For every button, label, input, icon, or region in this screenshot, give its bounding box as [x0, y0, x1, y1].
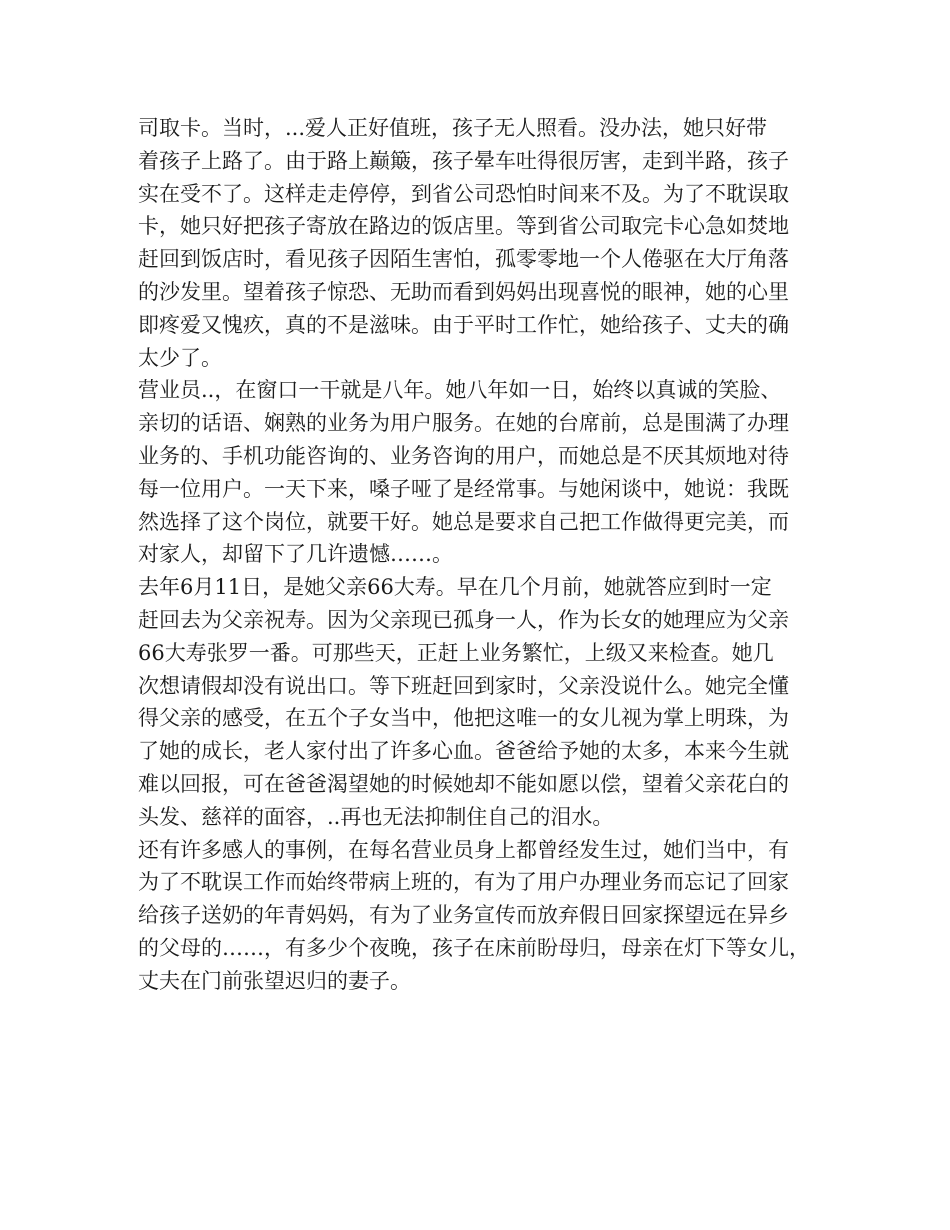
text-line: 然选择了这个岗位，就要干好。她总是要求自己把工作做得更完美，而: [138, 509, 789, 534]
text-line: 为了不耽误工作而始终带病上班的，有为了用户办理业务而忘记了回家: [138, 870, 789, 895]
text-line: 得父亲的感受，在五个子女当中，他把这唯一的女儿视为掌上明珠，为: [138, 706, 789, 731]
text-line: 赶回去为父亲祝寿。因为父亲现已孤身一人，作为长女的她理应为父亲: [138, 607, 789, 632]
text-line: 的沙发里。望着孩子惊恐、无助而看到妈妈出现喜悦的眼神，她的心里: [138, 279, 789, 304]
text-line: 对家人，却留下了几许遗憾……。: [138, 542, 453, 567]
text-line: 了她的成长，老人家付出了许多心血。爸爸给予她的太多，本来今生就: [138, 739, 789, 764]
text-line: 66大寿张罗一番。可那些天，正赶上业务繁忙，上级又来检查。她几: [138, 640, 774, 665]
paragraph: [138, 834, 822, 998]
text-line: 司取卡。当时，...爱人正好值班，孩子无人照看。没办法，她只好带: [138, 116, 768, 140]
text-line: 难以回报，可在爸爸渴望她的时候她却不能如愿以偿，望着父亲花白的: [138, 771, 789, 796]
paragraph: [138, 112, 822, 374]
text-line: 业务的、手机功能咨询的、业务咨询的用户，而她总是不厌其烦地对待: [138, 443, 789, 468]
text-line: 还有许多感人的事例，在每名营业员身上都曾经发生过，她们当中，有: [138, 837, 789, 862]
text-line: 营业员..，在窗口一干就是八年。她八年如一日，始终以真诚的笑脸、: [138, 378, 782, 403]
text-line: 给孩子送奶的年青妈妈，有为了业务宣传而放弃假日回家探望远在异乡: [138, 903, 789, 928]
paragraph: [138, 374, 822, 571]
text-line: 即疼爱又愧疚，真的不是滋味。由于平时工作忙，她给孩子、丈夫的确: [138, 312, 789, 337]
text-line: 太少了。: [138, 345, 222, 370]
text-line: 次想请假却没有说出口。等下班赶回到家时，父亲没说什么。她完全懂: [138, 673, 789, 698]
text-line: 卡，她只好把孩子寄放在路边的饭店里。等到省公司取完卡心急如焚地: [138, 214, 789, 239]
text-line: 头发、慈祥的面容，..再也无法抑制住自己的泪水。: [138, 804, 614, 829]
paragraph: [138, 571, 822, 833]
text-line: 每一位用户。一天下来，嗓子哑了是经常事。与她闲谈中，她说：我既: [138, 476, 789, 501]
text-line: 去年6月11日，是她父亲66大寿。早在几个月前，她就答应到时一定: [138, 575, 772, 600]
document-body: [138, 112, 822, 998]
text-line: 赶回到饭店时，看见孩子因陌生害怕，孤零零地一个人倦驱在大厅角落: [138, 247, 789, 272]
text-line: 着孩子上路了。由于路上巅簸，孩子晕车吐得很厉害，走到半路，孩子: [138, 148, 789, 173]
text-line: 的父母的……，有多少个夜晚，孩子在床前盼母归，母亲在灯下等女儿，: [138, 935, 810, 960]
text-line: 丈夫在门前张望迟归的妻子。: [138, 968, 411, 993]
text-line: 亲切的话语、娴熟的业务为用户服务。在她的台席前，总是围满了办理: [138, 411, 789, 436]
text-line: 实在受不了。这样走走停停，到省公司恐怕时间来不及。为了不耽误取: [138, 181, 789, 206]
